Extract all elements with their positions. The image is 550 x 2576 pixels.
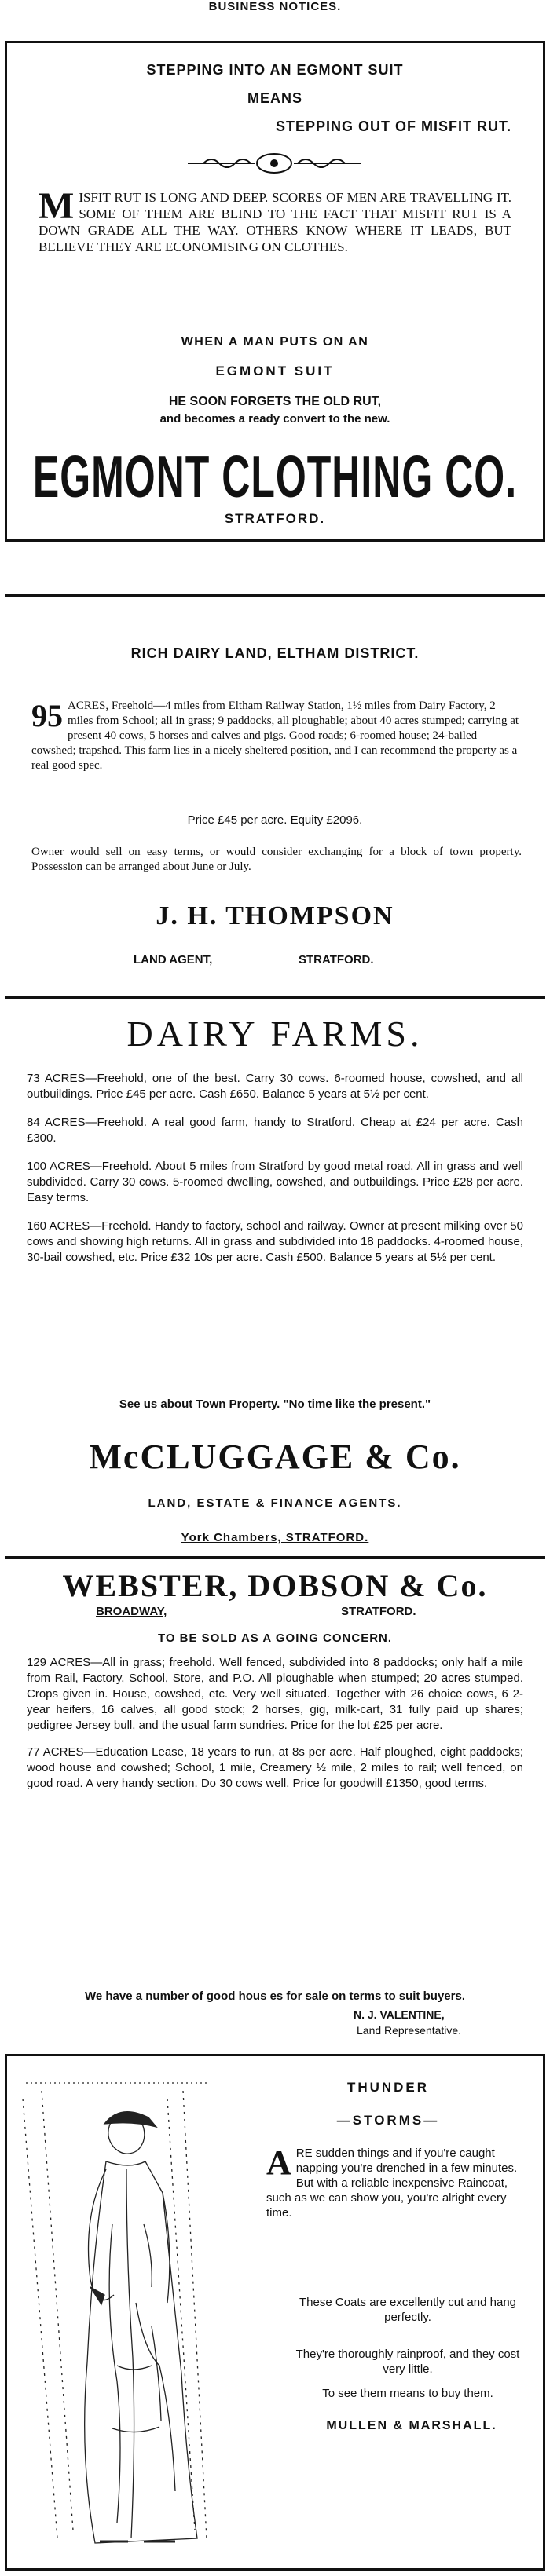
- mullen-coats: These Coats are excellently cut and hang perfectly.: [299, 2296, 516, 2324]
- mullen-title2: —STORMS—: [336, 2113, 440, 2128]
- raincoat-figure-illustration: [18, 2067, 214, 2554]
- listing-item: 77 ACRES—Education Lease, 18 years to run, at 8s per acre. Half ploughed, eight paddocks; wood house and cowshed; School, 1 mile, Creamery ½ mile, 2 miles to rail; well fenced, on good road. A very handy section. Do 30 cows well. Price for goodwill £1350, good terms.: [27, 1745, 523, 1790]
- mullen-title1: THUNDER: [346, 2080, 430, 2095]
- egmont-suit: EGMONT SUIT: [215, 364, 335, 378]
- webster-street: BROADWAY,: [96, 1605, 167, 1618]
- mullen-they: They're thoroughly rainproof, and they cost very little.: [295, 2348, 520, 2376]
- thompson-body: ACRES, Freehold—4 miles from Eltham Railway Station, 1½ miles from Dairy Factory, 2 miles from School; all in grass; 9 paddocks, all ploughable; about 40 acres stumped; carrying at present 40 cows, 5 horses and calves and pigs. Good roads; 6-roomed house; 24-bailed cowshed; trapshed. This farm lies in a nicely sheltered position, and I can recommend the property as a real good spec.: [31, 700, 519, 772]
- webster-town: STRATFORD.: [341, 1605, 416, 1618]
- listing-item: 160 ACRES—Freehold. Handy to factory, school and railway. Owner at present milking over 50 cows and showing high returns. All in grass and subdivided into 18 paddocks. 4-roomed house, 30-bail cowshed, etc. Price £32 10s per acre. Cash £500. Balance 5 years at 5½ per cent.: [27, 1219, 523, 1264]
- mccluggage-address: York Chambers, STRATFORD.: [181, 1531, 369, 1544]
- egmont-line1: STEPPING INTO AN EGMONT SUIT: [146, 62, 404, 78]
- webster-listings: [27, 1655, 523, 1796]
- egmont-line3: STEPPING OUT OF MISFIT RUT.: [275, 119, 512, 134]
- webster-rep: N. J. VALENTINE,: [354, 2008, 445, 2021]
- egmont-line2: MEANS: [247, 90, 302, 106]
- ornament-divider: [188, 150, 361, 177]
- divider: [5, 1556, 545, 1559]
- section-heading: BUSINESS NOTICES.: [208, 0, 342, 13]
- listing-item: 73 ACRES—Freehold, one of the best. Carry 30 cows. 6-roomed house, cowshed, and all outbuildings. Price £45 per acre. Cash £650. Balance 5 years at 5½ per cent.: [27, 1072, 523, 1101]
- egmont-forgets: HE SOON FORGETS THE OLD RUT,: [168, 395, 382, 408]
- egmont-convert: and becomes a ready convert to the new.: [160, 412, 390, 426]
- thompson-town: STRATFORD.: [299, 953, 374, 966]
- mccluggage-name: McCLUGGAGE & Co.: [89, 1438, 461, 1476]
- mccluggage-listings: [27, 1071, 523, 1278]
- webster-name: WEBSTER, DOBSON & Co.: [62, 1568, 488, 1603]
- egmont-body: ISFIT RUT IS LONG AND DEEP. SCORES OF MEN ARE TRAVELLING IT. SOME OF THEM ARE BLIND TO THE FACT THAT MISFIT RUT IS A DOWN GRADE ALL THE WAY. OTHERS KNOW WHERE IT LEADS, BUT BELIEVE THEY ARE ECONOMISING ON CLOTHES.: [38, 190, 512, 254]
- divider: [5, 996, 545, 999]
- thompson-body-block: [31, 699, 522, 773]
- egmont-dropcap: M: [38, 185, 75, 227]
- listing-item: 84 ACRES—Freehold. A real good farm, handy to Stratford. Cheap at £24 per acre. Cash £300.: [27, 1116, 523, 1145]
- mccluggage-note: See us about Town Property. "No time like the present.": [119, 1398, 431, 1411]
- egmont-ad: [5, 41, 545, 542]
- mullen-body: RE sudden things and if you're caught napping you're drenched in a few minutes. But with a reliable inexpensive Raincoat, such as we can show you, you're alright every time.: [266, 2147, 518, 2220]
- mullen-body-block: [266, 2143, 526, 2220]
- mccluggage-role: LAND, ESTATE & FINANCE AGENTS.: [148, 1496, 402, 1510]
- egmont-when: WHEN A MAN PUTS ON AN: [181, 335, 369, 349]
- listing-item: 100 ACRES—Freehold. About 5 miles from Stratford by good metal road. All in grass and well subdivided. Carry 30 cows. 5-roomed dwelling, cowshed, and outbuildings. Price £28 per acre. Easy terms.: [27, 1160, 523, 1204]
- egmont-name: EGMONT CLOTHING CO.: [32, 444, 518, 510]
- thompson-num: 95: [31, 698, 63, 733]
- egmont-body-block: [38, 185, 512, 255]
- listing-item: 129 ACRES—All in grass; freehold. Well fenced, subdivided into 8 paddocks; only half a mile from Rail, Factory, School, Store, and P.O. All ploughable when stumped; 20 acres stumped. Crops given in. House, cowshed, etc. Very well situated. Together with 26 choice cows, 6 2-year heifers, 16 calves, all good stock; 2 horses, gig, milk-cart, 31 fully paid up shares; pedigree Jersey bull, and the usual farm sundries. Price for the lot £25 per acre.: [27, 1656, 523, 1732]
- thompson-title: RICH DAIRY LAND, ELTHAM DISTRICT.: [130, 645, 420, 661]
- mccluggage-title: DAIRY FARMS.: [126, 1014, 424, 1054]
- webster-note: We have a number of good hous es for sale on terms to suit buyers.: [85, 1990, 465, 2003]
- thompson-name: J. H. THOMPSON: [156, 901, 394, 930]
- thompson-price: Price £45 per acre. Equity £2096.: [187, 813, 363, 827]
- mullen-ad: [5, 2054, 545, 2571]
- mullen-see: To see them means to buy them.: [322, 2387, 493, 2400]
- thompson-owner: Owner would sell on easy terms, or would consider exchanging for a block of town property. Possession can be arranged about June or July.: [31, 846, 522, 873]
- egmont-town: STRATFORD.: [224, 511, 326, 526]
- thompson-role: LAND AGENT,: [134, 953, 213, 966]
- webster-rep-role: Land Representative.: [357, 2024, 462, 2037]
- mullen-name: MULLEN & MARSHALL.: [326, 2419, 497, 2432]
- divider: [5, 594, 545, 597]
- mullen-dropcap: A: [266, 2143, 292, 2182]
- webster-headline: TO BE SOLD AS A GOING CONCERN.: [157, 1631, 393, 1645]
